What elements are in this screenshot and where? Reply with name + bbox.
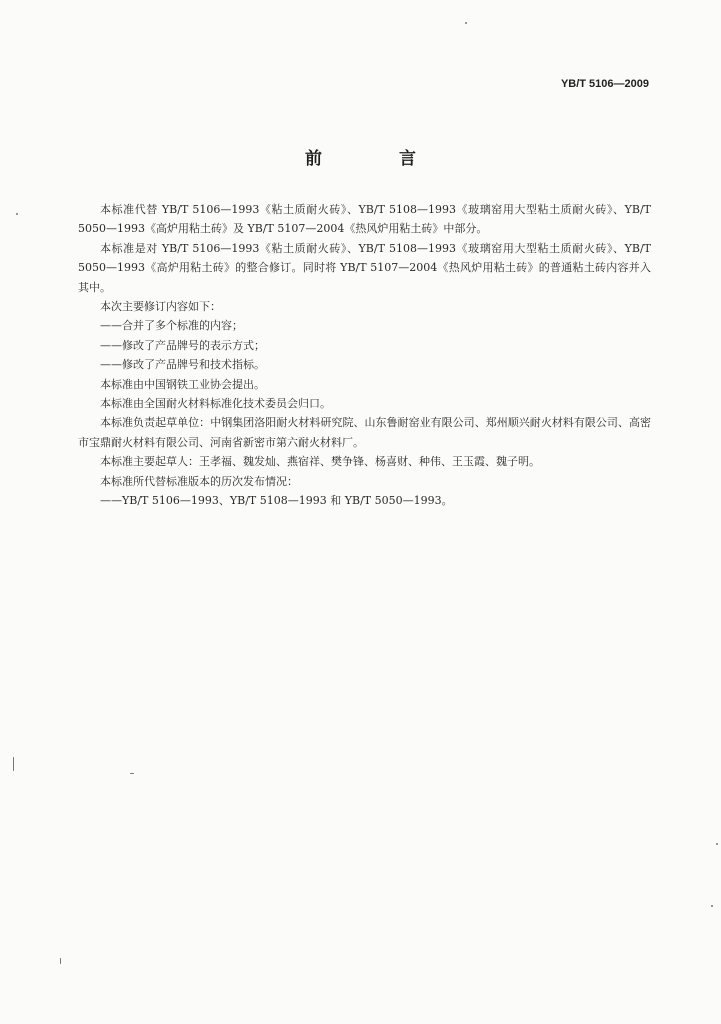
page-title: 前 言	[305, 149, 446, 169]
revision-item: ——合并了多个标准的内容；	[100, 319, 243, 333]
paragraph-drafting-units: 本标准负责起草单位：中钢集团洛阳耐火材料研究院、山东鲁耐窑业有限公司、郑州顺兴耐火材料有限公司、高密市宝鼎耐火材料有限公司、河南省新密市第六耐火材料厂。	[78, 416, 651, 449]
standard-code: YB/T 5106—2009	[560, 78, 649, 90]
history-item: ——YB/T 5106—1993、YB/T 5108—1993 和 YB/T 5050—1993。	[100, 494, 453, 508]
paragraph-drafters: 本标准主要起草人：王孝福、魏发灿、燕宿祥、樊争锋、杨喜财、种伟、王玉霞、魏子明。	[100, 455, 540, 469]
revision-item: ——修改了产品牌号的表示方式；	[100, 338, 265, 352]
paragraph-proposed-by: 本标准由中国钢铁工业协会提出。	[100, 377, 265, 391]
paragraph-history-intro: 本标准所代替标准版本的历次发布情况：	[100, 474, 298, 488]
scan-speck	[465, 22, 467, 24]
scan-speck	[13, 757, 14, 771]
paragraph-revision-intro: 本次主要修订内容如下：	[100, 300, 221, 314]
scan-speck	[16, 213, 18, 215]
scan-speck	[60, 958, 61, 964]
foreword-body	[78, 200, 651, 511]
paragraph-consolidation: 本标准是对 YB/T 5106—1993《粘土质耐火砖》、YB/T 5108—1993《玻璃窑用大型粘土质耐火砖》、YB/T 5050—1993《高炉用粘土砖》的整合修订。同时将 YB/T 5107—2004《热风炉用粘土砖》的普通粘土砖内容并入其中。	[78, 241, 651, 294]
paragraph-administered-by: 本标准由全国耐火材料标准化技术委员会归口。	[100, 397, 331, 411]
scan-speck	[716, 843, 718, 845]
revision-item: ——修改了产品牌号和技术指标。	[100, 358, 265, 372]
paragraph-replaces: 本标准代替 YB/T 5106—1993《粘土质耐火砖》、YB/T 5108—1993《玻璃窑用大型粘土质耐火砖》、YB/T 5050—1993《高炉用粘土砖》及 YB/T 5107—2004《热风炉用粘土砖》中部分。	[78, 203, 651, 236]
scan-speck	[130, 773, 134, 774]
scan-speck	[711, 905, 713, 907]
